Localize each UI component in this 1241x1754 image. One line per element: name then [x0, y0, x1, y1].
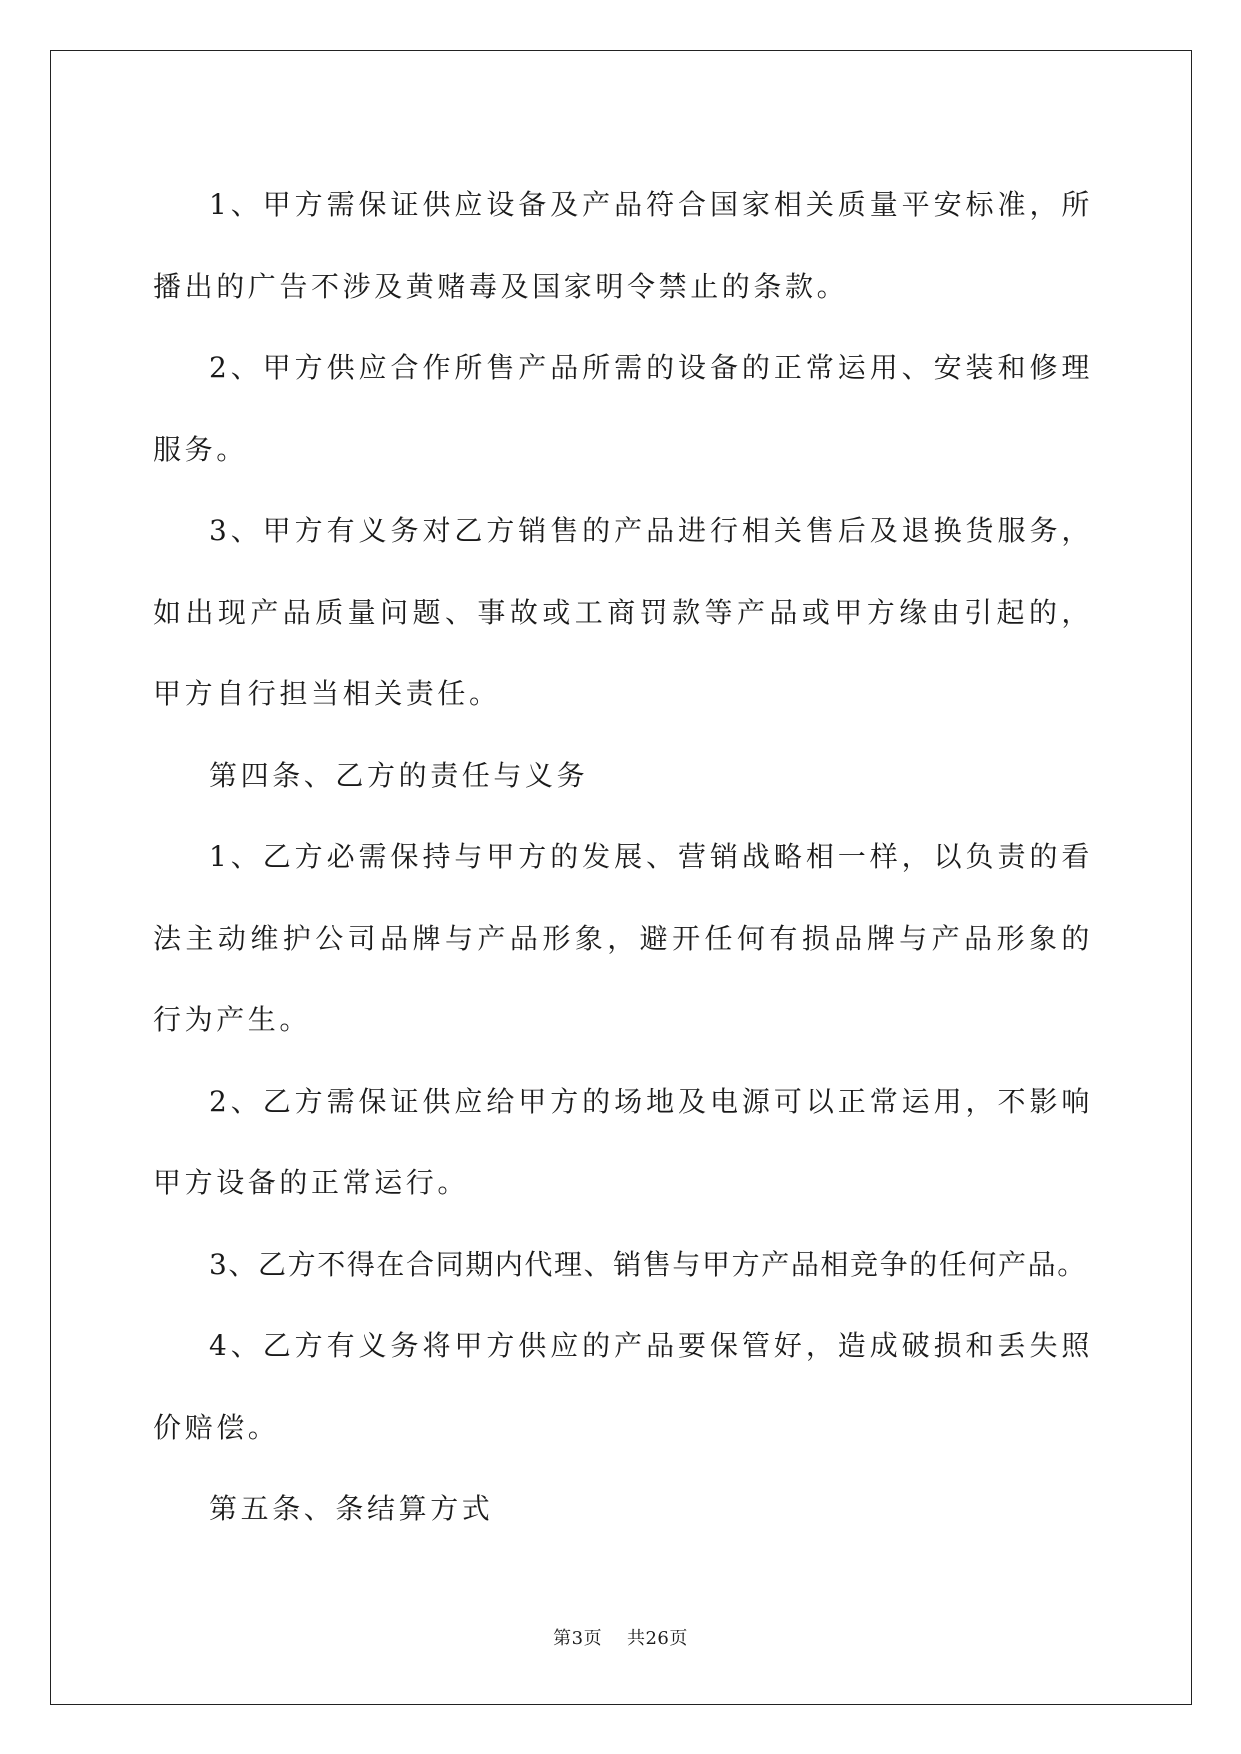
total-label-prefix: 共 — [626, 1628, 646, 1649]
paragraph-party-b-clause-4: 4、乙方有义务将甲方供应的产品要保管好，造成破损和丢失照价赔偿。 — [153, 1329, 1093, 1444]
section-heading-article-4: 第四条、乙方的责任与义务 — [209, 758, 589, 792]
total-page-count: 26 — [645, 1628, 670, 1649]
section-heading-article-5: 第五条、条结算方式 — [209, 1492, 494, 1525]
page-footer — [0, 1624, 1241, 1650]
page-label-suffix: 页 — [583, 1628, 603, 1649]
paragraph-party-a-clause-3: 3、甲方有义务对乙方销售的产品进行相关售后及退换货服务，如出现产品质量问题、事故或工商罚款等产品或甲方缘由引起的，甲方自行担当相关责任。 — [153, 514, 1093, 710]
total-label-suffix: 页 — [669, 1628, 688, 1649]
paragraph-party-a-clause-1: 1、甲方需保证供应设备及产品符合国家相关质量平安标准，所播出的广告不涉及黄赌毒及国家明令禁止的条款。 — [153, 188, 1093, 303]
paragraph-party-a-clause-2: 2、甲方供应合作所售产品所需的设备的正常运用、安装和修理服务。 — [153, 351, 1093, 466]
page-label-prefix: 第 — [553, 1628, 572, 1649]
paragraph-party-b-clause-2: 2、乙方需保证供应给甲方的场地及电源可以正常运用，不影响甲方设备的正常运行。 — [153, 1084, 1093, 1199]
paragraph-party-b-clause-1: 1、乙方必需保持与甲方的发展、营销战略相一样，以负责的看法主动维护公司品牌与产品形象，避开任何有损品牌与产品形象的行为产生。 — [153, 840, 1093, 1036]
document-body — [153, 164, 1093, 1550]
paragraph-party-b-clause-3: 3、乙方不得在合同期内代理、销售与甲方产品相竞争的任何产品。 — [209, 1247, 1087, 1281]
current-page-number: 3 — [571, 1628, 584, 1649]
